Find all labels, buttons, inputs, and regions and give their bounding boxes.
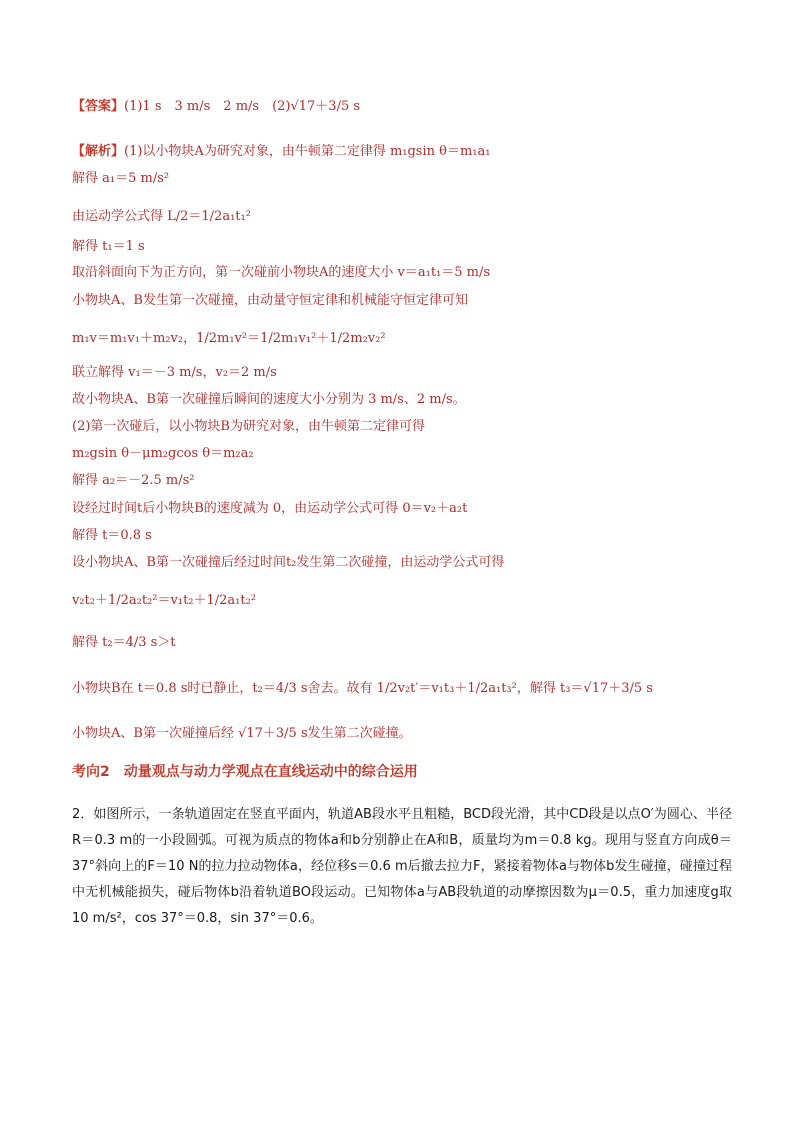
analysis-line-18: 小物块B在 t＝0.8 s时已静止，t₂＝4/3 s舍去。故有 1/2v₂t′＝v₁t₃＋1/2a₁t₃²，解得 t₃＝√17＋3/5 s [72,681,653,696]
analysis-line-19: 小物块A、B第一次碰撞后经 √17＋3/5 s发生第二次碰撞。 [72,726,412,741]
analysis-line-16: v₂t₂＋1/2a₂t₂²＝v₁t₂＋1/2a₁t₂² [72,593,257,608]
analysis-line-15: 设小物块A、B第一次碰撞后经过时间t₂发生第二次碰撞，由运动学公式可得 [72,555,505,570]
answer-label: 【答案】 [72,99,125,114]
analysis-label: 【解析】 [72,144,125,159]
analysis-line-8: 联立解得 v₁＝－3 m/s，v₂＝2 m/s [72,365,277,380]
analysis-line-9: 故小物块A、B第一次碰撞后瞬间的速度大小分别为 3 m/s、2 m/s。 [72,392,466,407]
analysis-line-3: 由运动学公式得 L/2＝1/2a₁t₁² [72,209,251,224]
analysis-line-6: 小物块A、B发生第一次碰撞，由动量守恒定律和机械能守恒定律可知 [72,293,468,308]
analysis-line-7: m₁v＝m₁v₁＋m₂v₂，1/2m₁v²＝1/2m₁v₁²＋1/2m₂v₂² [72,331,386,346]
analysis-line-17: 解得 t₂＝4/3 s＞t [72,635,176,650]
answer-line [72,98,360,116]
analysis-line-4: 解得 t₁＝1 s [72,239,145,254]
answer-text: (1)1 s 3 m/s 2 m/s (2)√17＋3/5 s [124,99,361,114]
problem-text: 2．如图所示，一条轨道固定在竖直平面内，轨道AB段水平且粗糙，BCD段光滑，其中CD段是以点O′为圆心、半径R＝0.3 m的一小段圆弧。可视为质点的物体a和b分别静止在A和B，质量均为m＝0.8 kg。现用与竖直方向成θ＝37°斜向上的F＝10 N的拉力拉动物体a，经位移s＝0.6 m后撤去拉力F，紧接着物体a与物体b发生碰撞，碰撞过程中无机械能损失，碰后物体b沿着轨道BO段运动。已知物体a与AB段轨道的动摩擦因数为μ＝0.5，重力加速度g取10 m/s²，cos 37°＝0.8，sin 37°＝0.6。 [72,807,732,926]
analysis-line-1 [72,143,490,161]
analysis-line-5: 取沿斜面向下为正方向，第一次碰前小物块A的速度大小 v＝a₁t₁＝5 m/s [72,265,491,280]
analysis-line-11: m₂gsin θ－μm₂gcos θ＝m₂a₂ [72,446,254,461]
analysis-line-14: 解得 t＝0.8 s [72,528,152,543]
analysis-line-10: (2)第一次碰后，以小物块B为研究对象，由牛顿第二定律可得 [72,419,425,434]
analysis-line-12: 解得 a₂＝－2.5 m/s² [72,473,195,488]
analysis-line-13: 设经过时间t后小物块B的速度减为 0，由运动学公式可得 0＝v₂＋a₂t [72,501,468,516]
analysis-line-2: 解得 a₁＝5 m/s² [72,171,170,186]
analysis-text-1: (1)以小物块A为研究对象，由牛顿第二定律得 m₁gsin θ＝m₁a₁ [124,144,491,159]
section-heading: 考向2 动量观点与动力学观点在直线运动中的综合运用 [72,764,418,780]
